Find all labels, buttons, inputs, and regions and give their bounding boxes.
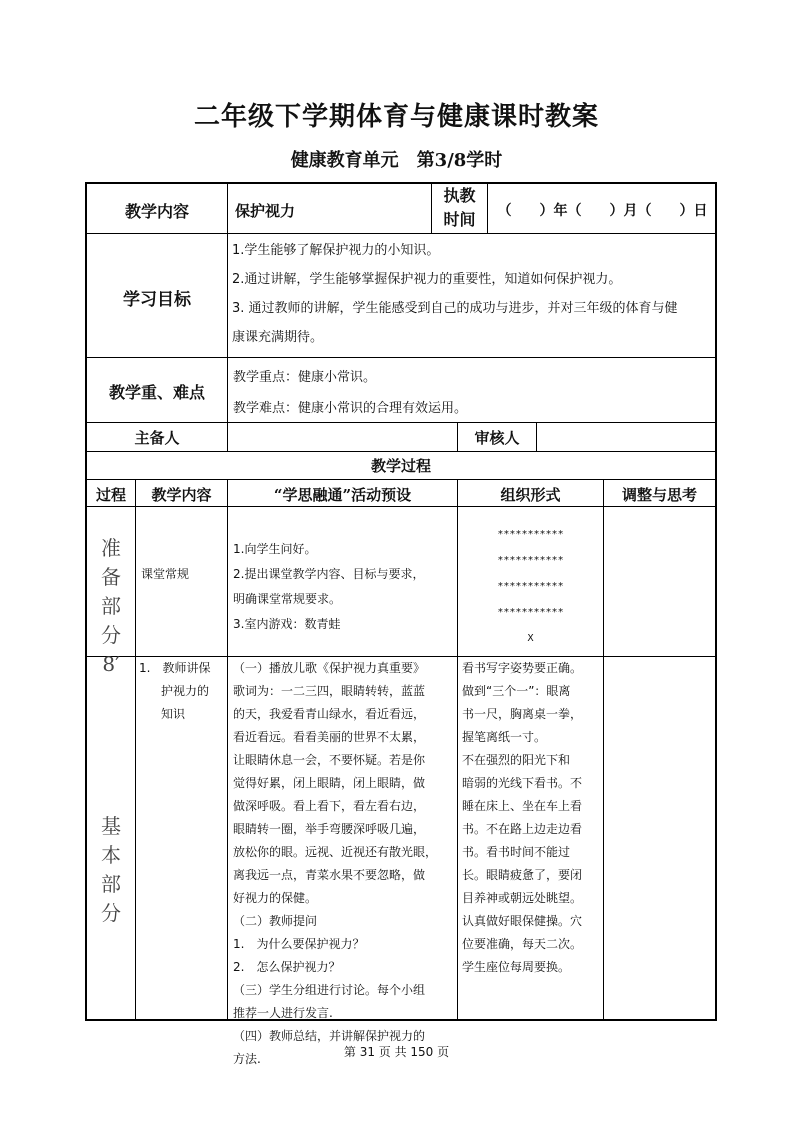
stage-char: 8′ xyxy=(102,652,120,676)
goal-item: 3. 通过教师的讲解，学生能感受到自己的成功与进步，并对三年级的体育与健 xyxy=(232,301,678,316)
formation-teacher-mark: X xyxy=(527,633,534,644)
keypoint-difficult: 教学难点：健康小常识的合理有效运用。 xyxy=(233,401,468,416)
goal-item: 康课充满期待。 xyxy=(232,330,324,345)
goal-item: 1.学生能够了解保护视力的小知识。 xyxy=(232,243,440,258)
col-header-content: 教学内容 xyxy=(151,486,212,504)
stage-char: 部 xyxy=(101,594,121,618)
prep-stage xyxy=(87,534,135,679)
reviewer-label: 审核人 xyxy=(474,429,520,447)
col-header-adjust: 调整与思考 xyxy=(621,486,697,504)
prep-activities xyxy=(233,537,455,637)
prep-activity: 明确课堂常规要求。 xyxy=(233,592,342,606)
basic-formation-text: 看书写字姿势要正确。 做到“三个一”：眼离 书一尺，胸离桌一拳， 握笔离纸一寸。 不在强烈的阳光下和 暗弱的光线下看书。不 睡在床上、坐在车上看 书。不在路上边走边看 书。看书时间不能过 长。眼睛疲惫了，要闭 目养神或朝远处眺望。 认真做好眼保健操。穴 位要准确，每天二次。 学生座位每周要换。 xyxy=(462,661,583,974)
prep-activity: 2.提出课堂教学内容、目标与要求， xyxy=(233,567,425,581)
basic-content-line: 知识 xyxy=(161,707,186,721)
prep-activity: 1.向学生问好。 xyxy=(233,542,317,556)
time-label xyxy=(432,184,487,232)
process-title: 教学过程 xyxy=(370,457,431,475)
date-field: （ ）年（ ）月（ ）日 xyxy=(497,203,708,219)
stage-char: 备 xyxy=(101,565,121,589)
stage-char: 分 xyxy=(101,901,121,925)
goal-item: 2.通过讲解，学生能够掌握保护视力的重要性，知道如何保护视力。 xyxy=(232,272,622,287)
col-header-formation: 组织形式 xyxy=(500,486,561,504)
basic-content-line: 1. 教师讲保 xyxy=(139,661,211,675)
formation-row: *********** xyxy=(497,529,564,540)
stage-char: 部 xyxy=(101,872,121,896)
keypoint-important: 教学重点：健康小常识。 xyxy=(233,370,377,385)
formation-row: *********** xyxy=(497,581,564,592)
keypoints-label: 教学重、难点 xyxy=(108,383,205,402)
col-header-activity: “学思融通”活动预设 xyxy=(273,486,412,504)
formation-row: *********** xyxy=(497,607,564,618)
page-footer: 第 31 页 共 150 页 xyxy=(343,1045,450,1059)
page-subtitle: 健康教育单元 第3/8学时 xyxy=(290,150,503,171)
basic-activity-text: （一）播放儿歌《保护视力真重要》 歌词为：一二三四，眼睛转转，蓝蓝 的天，我爱看青山绿水，看近看远， 看近看远。看看美丽的世界不太累， 让眼睛休息一会，不要怀疑。若是你 觉得好累，闭上眼睛，闭上眼睛，做 做深呼吸。看上看下，看左看右边， 眼睛转一圈，举手弯腰深呼吸几遍， 放松你的眼。远视、近视还有散光眼， 离我远一点，青菜水果不要忽略，做 好视力的保健。 （二）教师提问 1. 为什么要保护视力？ 2. 怎么保护视力？ （三）学生分组进行讨论。每个小组 推荐一人进行发言. （四）教师总结，并讲解保护视力的 方法. xyxy=(233,661,438,1066)
prep-activity: 3.室内游戏：数青蛙 xyxy=(233,617,341,631)
page-title: 二年级下学期体育与健康课时教案 xyxy=(193,102,599,132)
content-value: 保护视力 xyxy=(235,202,296,220)
time-label-line1: 执教 xyxy=(443,186,476,205)
main-preparer-label: 主备人 xyxy=(134,429,180,447)
col-header-stage: 过程 xyxy=(95,486,126,504)
formation-row: *********** xyxy=(497,555,564,566)
basic-content xyxy=(139,657,210,726)
basic-content-line: 护视力的 xyxy=(161,684,210,698)
goals-list xyxy=(232,236,712,352)
goals-label: 学习目标 xyxy=(123,290,191,310)
stage-char: 准 xyxy=(101,536,121,560)
prep-formation xyxy=(458,522,603,652)
time-label-line2: 时间 xyxy=(443,210,476,229)
prep-content: 课堂常规 xyxy=(141,567,190,581)
stage-char: 基 xyxy=(101,814,121,838)
basic-stage xyxy=(87,812,135,928)
stage-char: 本 xyxy=(101,843,121,867)
content-label: 教学内容 xyxy=(124,202,189,221)
stage-char: 分 xyxy=(101,623,121,647)
